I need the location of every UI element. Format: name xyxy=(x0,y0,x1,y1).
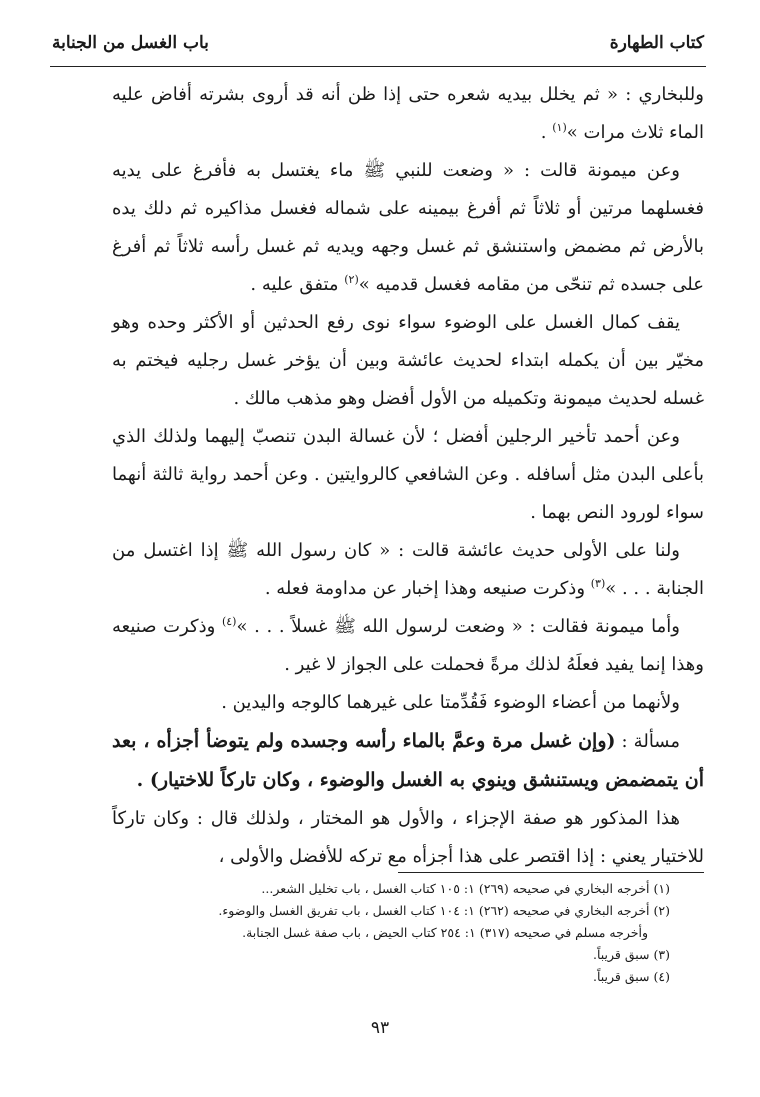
header-divider xyxy=(50,66,706,67)
footnote-3: (٣) سبق قريباً. xyxy=(592,947,670,962)
page-number: ٩٣ xyxy=(370,1018,390,1038)
footnote-4: (٤) سبق قريباً. xyxy=(592,969,670,984)
masala-statement: (وإن غسل مرة وعمَّ بالماء رأسه وجسده ولم يتوضأ أجزأه ، بعد أن يتمضمض ويستنشق وينوي به الغسل والوضوء ، وكان تاركاً للاختيار) . xyxy=(112,730,704,791)
running-header xyxy=(52,26,704,60)
main-text xyxy=(112,76,704,876)
paragraph-aisha-evidence: ولنا على الأولى حديث عائشة قالت : « كان رسول الله ﷺ إذا اغتسل من الجنابة . . . »$^{(٣)}$ وذكرت صنيعه وهذا إخبار عن مداومة فعله . xyxy=(112,540,704,599)
paragraph-ghusl-completion: يقف كمال الغسل على الوضوء سواء نوى رفع الحدثين أو الأكثر وحده وهو مخيّر بين أن يكمله ابتداء لحديث عائشة وبين أن يؤخر غسل رجليه فيختم به غسله لحديث ميمونة وتكميله من الأول أفضل وهو مذهب مالك . xyxy=(112,312,704,409)
paragraph-explanation: هذا المذكور هو صفة الإجزاء ، والأول هو المختار ، ولذلك قال : وكان تاركاً للاختيار يعني : إذا اقتصر على هذا أجزأه مع تركه للأفضل والأولى ، xyxy=(112,808,704,867)
paragraph-maymuna-evidence: وأما ميمونة فقالت : « وضعت لرسول الله ﷺ غسلاً . . . »$^{(٤)}$ وذكرت صنيعه وهذا إنما يفيد فعلَهُ لذلك مرةً فحملت على الجواز لا غير . xyxy=(112,615,704,675)
footnote-2: (٢) أخرجه البخاري في صحيحه (٢٦٢) ١: ١٠٤ كتاب الغسل ، باب تفريق الغسل والوضوء. xyxy=(218,903,670,918)
footnote-1: (١) أخرجه البخاري في صحيحه (٢٦٩) ١: ١٠٥ كتاب الغسل ، باب تخليل الشعر... xyxy=(261,881,670,896)
paragraph-ahmad-opinion: وعن أحمد تأخير الرجلين أفضل ؛ لأن غسالة البدن تنصبّ إليهما ولذلك الذي بأعلى البدن مثل أسافله . وعن الشافعي كالروايتين . وعن أحمد رواية ثالثة أنهما سواء لورود النص بهما . xyxy=(112,426,704,523)
paragraph-wudu-organs: ولأنهما من أعضاء الوضوء فَقُدِّمتا على غيرهما كالوجه واليدين . xyxy=(221,692,680,713)
paragraph-bukhari: وللبخاري : « ثم يخلل بيديه شعره حتى إذا ظن أنه قد أروى بشرته أفاض عليه الماء ثلاث مرات »$^{(١)}$ . xyxy=(112,84,704,143)
paragraph-maymuna-hadith: وعن ميمونة قالت : « وضعت للنبي ﷺ ماء يغتسل به فأفرغ على يديه فغسلهما مرتين أو ثلاثاً ثم أفرغ بيمينه على شماله فغسل مذاكيره ثم دلك يده بالأرض ثم مضمض واستنشق ثم غسل وجهه ويديه ثم غسل رأسه ثلاثاً ثم أفرغ على جسده ثم تنحّى من مقامه فغسل قدميه »$^{(٢)}$ متفق عليه . xyxy=(112,160,704,295)
footnote-divider xyxy=(398,872,704,873)
book-title: كتاب الطهارة xyxy=(609,33,704,53)
footnote-2-continuation: وأخرجه مسلم في صحيحه (٣١٧) ١: ٢٥٤ كتاب الحيض ، باب صفة غسل الجنابة. xyxy=(242,925,648,940)
footnotes xyxy=(140,878,670,988)
paragraph-masala: مسألة : (وإن غسل مرة وعمَّ بالماء رأسه وجسده ولم يتوضأ أجزأه ، بعد أن يتمضمض ويستنشق وينوي به الغسل والوضوء ، وكان تاركاً للاختيار) . xyxy=(112,730,704,791)
chapter-title: باب الغسل من الجنابة xyxy=(52,33,209,53)
